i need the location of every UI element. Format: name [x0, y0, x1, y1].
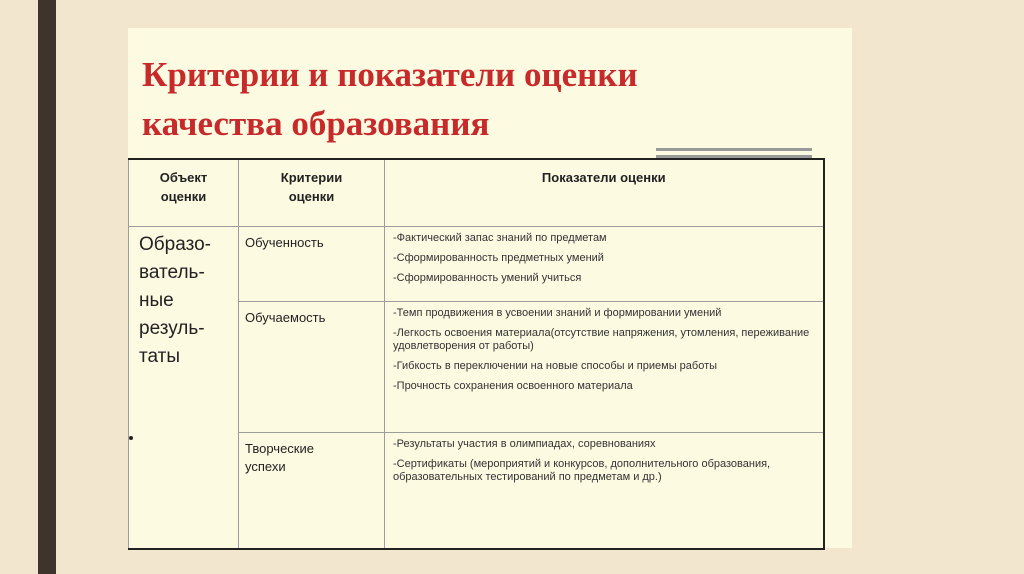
indicators-cell — [385, 302, 824, 433]
indicator-item: -Сформированность предметных умений — [393, 252, 604, 264]
indicators-cell — [385, 433, 824, 549]
title-line-1: Критерии и показатели оценки — [142, 55, 638, 94]
object-line: таты — [139, 346, 180, 367]
title-line-2: качества образования — [142, 104, 490, 143]
bullet-dot — [129, 436, 133, 440]
indicator-item: -Легкость освоения материала(отсутствие напряжения, утомления, переживание удовлетворения от работы) — [393, 327, 810, 352]
indicator-item: -Сформированность умений учиться — [393, 272, 582, 284]
indicator-item: -Фактический запас знаний по предметам — [393, 232, 607, 244]
criterion-cell — [239, 227, 385, 302]
header-object-line: оценки — [160, 189, 207, 204]
slide — [128, 28, 852, 548]
left-decor-bar — [38, 0, 56, 574]
indicator-item: -Гибкость в переключении на новые способы и приемы работы — [393, 360, 718, 372]
indicators-cell — [385, 227, 824, 302]
table-header-row — [129, 159, 824, 227]
object-cell — [129, 227, 239, 549]
indicator-item: -Темп продвижения в усвоении знаний и формировании умений — [393, 307, 722, 319]
object-line: Образо- — [139, 234, 211, 255]
criterion-label: успехи — [245, 459, 286, 474]
object-line: ватель- — [139, 262, 205, 283]
criterion-cell — [239, 433, 385, 549]
header-criteria-line: оценки — [288, 189, 335, 204]
header-object-line: Объект — [159, 170, 208, 185]
criterion-label: Творческие — [245, 441, 314, 456]
header-object — [129, 159, 239, 227]
criteria-table — [128, 158, 825, 550]
criterion-label: Обученность — [245, 235, 324, 250]
object-line: ные — [139, 290, 174, 311]
header-indicators-label: Показатели оценки — [541, 170, 666, 185]
object-line: резуль- — [139, 318, 205, 339]
header-criteria-line: Критерии — [280, 170, 343, 185]
indicator-item: -Результаты участия в олимпиадах, соревнованиях — [393, 438, 656, 450]
criterion-label: Обучаемость — [245, 310, 326, 325]
header-criteria — [239, 159, 385, 227]
indicator-item: -Сертификаты (мероприятий и конкурсов, дополнительного образования, образовательных тестирований по предметам и др.) — [393, 458, 771, 483]
header-indicators — [385, 159, 824, 227]
table-row — [129, 227, 824, 302]
indicator-item: -Прочность сохранения освоенного материала — [393, 380, 633, 392]
slide-title — [142, 50, 638, 148]
criterion-cell — [239, 302, 385, 433]
